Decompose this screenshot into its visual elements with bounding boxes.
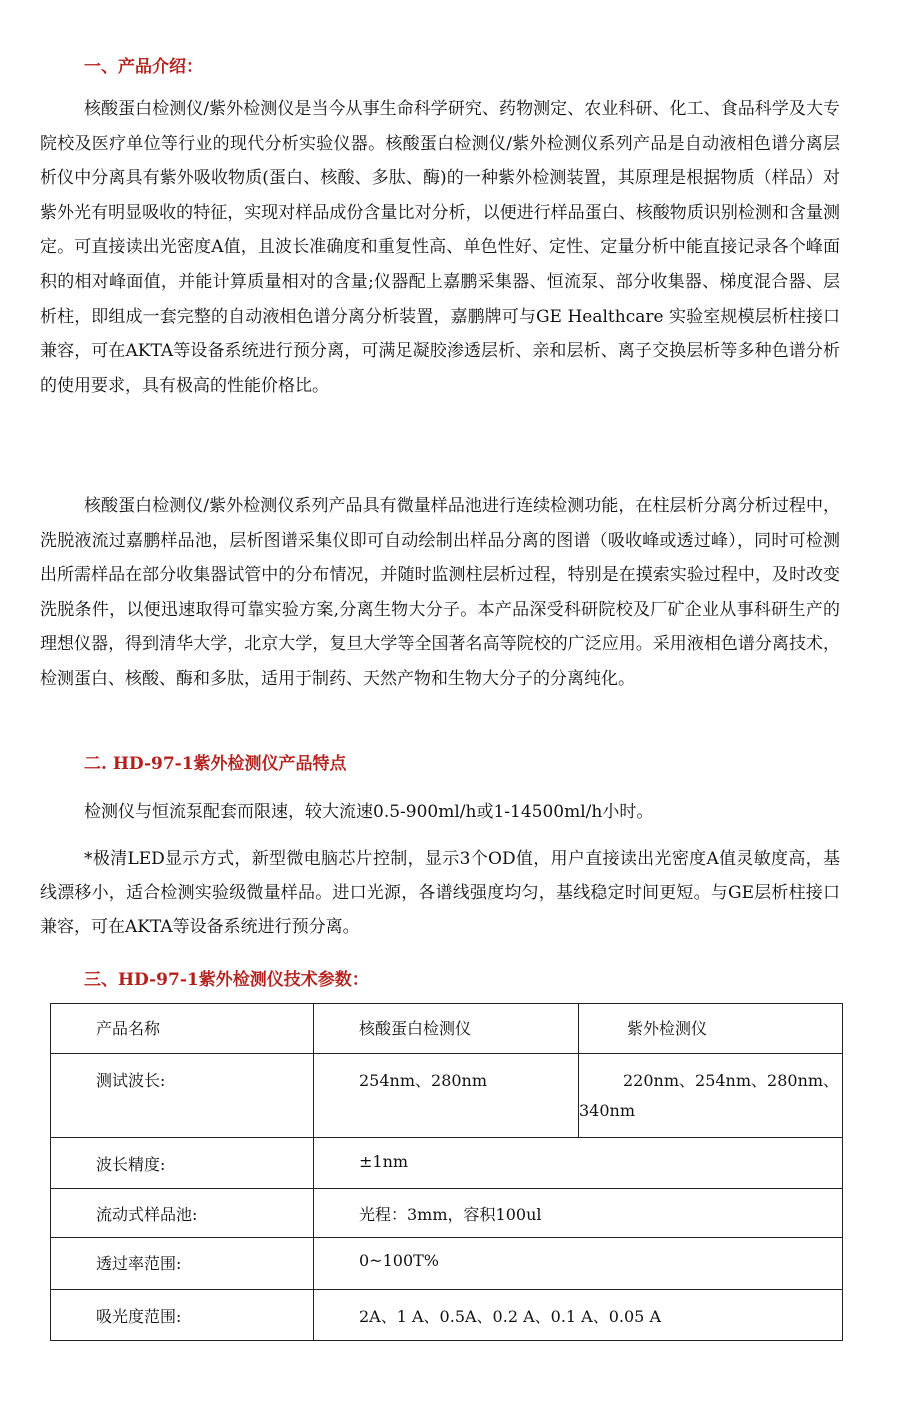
section1-heading: 一、产品介绍： [84,57,203,77]
intro-paragraph-1: 核酸蛋白检测仪/紫外检测仪是当今从事生命科学研究、药物测定、农业科研、化工、食品科学及大专院校及医疗单位等行业的现代分析实验仪器。核酸蛋白检测仪/紫外检测仪系列产品是自动液相色谱分离层析仪中分离具有紫外吸收物质(蛋白、核酸、多肽、酶)的一种紫外检测装置，其原理是根据物质（样品）对紫外光有明显吸收的特征，实现对样品成份含量比对分析，以便进行样品蛋白、核酸物质识别检测和含量测定。可直接读出光密度A值，且波长准确度和重复性高、单色性好、定性、定量分析中能直接记录各个峰面积的相对峰面值，并能计算质量相对的含量;仪器配上嘉鹏采集器、恒流泵、部分收集器、梯度混合器、层析柱，即组成一套完整的自动液相色谱分离分析装置，嘉鹏牌可与GE Healthcare 实验室规模层析柱接口兼容，可在AKTA等设备系统进行预分离，可满足凝胶渗透层析、亲和层析、离子交换层析等多种色谱分析的使用要求，具有极高的性能价格比。 [40,99,840,396]
table-header-cell: 紫外检测仪 [579,1004,843,1054]
table-label-cell: 测试波长: [51,1054,314,1138]
intro-paragraph-2: 核酸蛋白检测仪/紫外检测仪系列产品具有微量样品池进行连续检测功能，在柱层析分离分析过程中，洗脱液流过嘉鹏样品池，层析图谱采集仪即可自动绘制出样品分离的图谱（吸收峰或透过峰），同时可检测出所需样品在部分收集器试管中的分布情况，并随时监测柱层析过程，特别是在摸索实验过程中，及时改变洗脱条件，以便迅速取得可靠实验方案,分离生物大分子。本产品深受科研院校及厂矿企业从事科研生产的理想仪器，得到清华大学，北京大学，复旦大学等全国著名高等院校的广泛应用。采用液相色谱分离技术，检测蛋白、核酸、酶和多肽，适用于制药、天然产物和生物大分子的分离纯化。 [40,496,840,689]
table-value-cell: 220nm、254nm、280nm、 340nm [579,1054,843,1138]
table-value-cell: 0~100T% [314,1238,843,1290]
table-value-cell: 2A、1 A、0.5A、0.2 A、0.1 A、0.05 A [314,1290,843,1341]
table-header-cell: 核酸蛋白检测仪 [314,1004,579,1054]
table-row [51,1054,843,1138]
table-value-cell: ±1nm [314,1138,843,1189]
table-header-row [51,1004,843,1054]
table-row [51,1290,843,1341]
flow-rate-line: 检测仪与恒流泵配套而限速，较大流速0.5-900ml/h或1-14500ml/h小时。 [84,802,654,822]
table-value-cell: 254nm、280nm [314,1054,579,1138]
table-row [51,1238,843,1290]
table-row [51,1138,843,1189]
features-paragraph: *极清LED显示方式，新型微电脑芯片控制，显示3个OD值，用户直接读出光密度A值灵敏度高，基线漂移小，适合检测实验级微量样品。进口光源，各谱线强度均匀，基线稳定时间更短。与GE层析柱接口兼容，可在AKTA等设备系统进行预分离。 [40,849,840,937]
table-header-cell: 产品名称 [51,1004,314,1054]
table-row [51,1189,843,1238]
table-label-cell: 吸光度范围: [51,1290,314,1341]
table-label-cell: 透过率范围: [51,1238,314,1290]
section2-heading: 二. HD-97-1紫外检测仪产品特点 [84,754,347,774]
section3-heading: 三、HD-97-1紫外检测仪技术参数： [84,970,369,990]
table-label-cell: 波长精度: [51,1138,314,1189]
table-value-cell: 光程：3mm，容积100ul [314,1189,843,1238]
table-label-cell: 流动式样品池: [51,1189,314,1238]
spec-table [50,1003,843,1341]
